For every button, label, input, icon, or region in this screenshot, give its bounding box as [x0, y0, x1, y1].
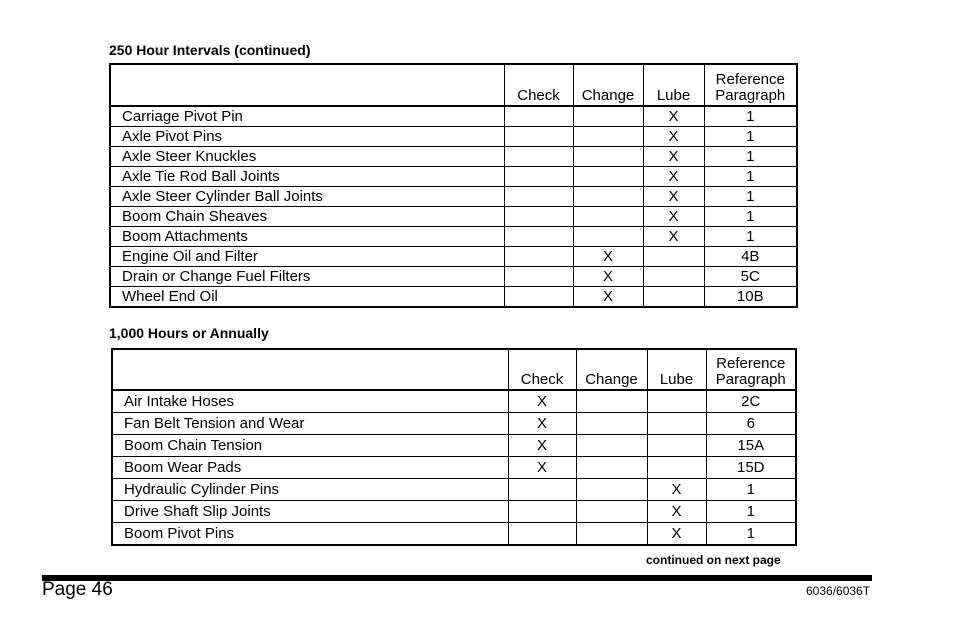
lube-cell [647, 457, 706, 479]
header-ref-line1: Reference [716, 355, 786, 372]
change-cell [573, 127, 643, 147]
item-name-cell: Air Intake Hoses [112, 390, 508, 413]
header-reference-paragraph [704, 64, 797, 106]
item-name-cell: Drain or Change Fuel Filters [110, 267, 504, 287]
reference-paragraph-cell: 1 [706, 523, 796, 546]
check-cell [504, 227, 573, 247]
table-row [112, 523, 796, 546]
check-cell [504, 267, 573, 287]
table-row [112, 479, 796, 501]
check-cell [504, 207, 573, 227]
maintenance-table-1000-hour [111, 348, 797, 546]
item-name-cell: Axle Tie Rod Ball Joints [110, 167, 504, 187]
table-row [112, 501, 796, 523]
change-cell: X [573, 247, 643, 267]
lube-cell: X [643, 207, 704, 227]
check-cell [508, 523, 576, 546]
model-number: 6036/6036T [806, 584, 871, 598]
header-reference-paragraph [706, 349, 796, 390]
reference-paragraph-cell: 6 [706, 413, 796, 435]
lube-cell: X [647, 479, 706, 501]
reference-paragraph-cell: 10B [704, 287, 797, 308]
reference-paragraph-cell: 2C [706, 390, 796, 413]
table-row [112, 413, 796, 435]
reference-paragraph-cell: 15D [706, 457, 796, 479]
table-row [112, 390, 796, 413]
table-row [110, 207, 797, 227]
continued-note: continued on next page [646, 553, 781, 567]
check-cell [504, 287, 573, 308]
item-name-cell: Boom Pivot Pins [112, 523, 508, 546]
header-check: Check [508, 349, 576, 390]
check-cell [504, 127, 573, 147]
header-change: Change [573, 64, 643, 106]
change-cell [573, 207, 643, 227]
table-row [110, 267, 797, 287]
table-row [112, 435, 796, 457]
item-name-cell: Boom Attachments [110, 227, 504, 247]
item-name-cell: Boom Wear Pads [112, 457, 508, 479]
change-cell [573, 106, 643, 127]
item-name-cell: Carriage Pivot Pin [110, 106, 504, 127]
reference-paragraph-cell: 15A [706, 435, 796, 457]
item-name-cell: Hydraulic Cylinder Pins [112, 479, 508, 501]
table-row [112, 457, 796, 479]
reference-paragraph-cell: 1 [704, 147, 797, 167]
table-row [110, 127, 797, 147]
table-row [110, 287, 797, 308]
change-cell [576, 479, 647, 501]
lube-cell: X [643, 127, 704, 147]
item-name-cell: Fan Belt Tension and Wear [112, 413, 508, 435]
reference-paragraph-cell: 4B [704, 247, 797, 267]
reference-paragraph-cell: 1 [704, 167, 797, 187]
lube-cell: X [643, 167, 704, 187]
lube-cell: X [643, 187, 704, 207]
change-cell [573, 167, 643, 187]
reference-paragraph-cell: 1 [704, 207, 797, 227]
table-row [110, 227, 797, 247]
item-name-cell: Axle Pivot Pins [110, 127, 504, 147]
lube-cell: X [643, 147, 704, 167]
change-cell [573, 187, 643, 207]
check-cell: X [508, 457, 576, 479]
check-cell [504, 106, 573, 127]
header-lube: Lube [643, 64, 704, 106]
header-check: Check [504, 64, 573, 106]
table-header-row [110, 64, 797, 106]
header-item [110, 64, 504, 106]
check-cell: X [508, 413, 576, 435]
reference-paragraph-cell: 1 [706, 479, 796, 501]
lube-cell [643, 247, 704, 267]
change-cell: X [573, 287, 643, 308]
item-name-cell: Engine Oil and Filter [110, 247, 504, 267]
lube-cell [647, 435, 706, 457]
check-cell [504, 167, 573, 187]
lube-cell: X [643, 106, 704, 127]
header-change: Change [576, 349, 647, 390]
section-title-250-hour: 250 Hour Intervals (continued) [109, 42, 311, 58]
table-row [110, 167, 797, 187]
change-cell [576, 501, 647, 523]
lube-cell: X [647, 523, 706, 546]
header-ref-line2: Paragraph [715, 371, 786, 388]
item-name-cell: Drive Shaft Slip Joints [112, 501, 508, 523]
check-cell [508, 479, 576, 501]
lube-cell [647, 413, 706, 435]
table-row [110, 247, 797, 267]
header-ref-line2: Paragraph [715, 87, 786, 104]
header-lube: Lube [647, 349, 706, 390]
lube-cell: X [647, 501, 706, 523]
footer-rule [42, 575, 872, 581]
reference-paragraph-cell: 5C [704, 267, 797, 287]
table-row [110, 147, 797, 167]
item-name-cell: Boom Chain Sheaves [110, 207, 504, 227]
reference-paragraph-cell: 1 [706, 501, 796, 523]
change-cell [576, 523, 647, 546]
section-title-1000-hour: 1,000 Hours or Annually [109, 325, 269, 341]
change-cell [576, 390, 647, 413]
item-name-cell: Axle Steer Cylinder Ball Joints [110, 187, 504, 207]
check-cell [504, 187, 573, 207]
change-cell [573, 227, 643, 247]
reference-paragraph-cell: 1 [704, 106, 797, 127]
maintenance-table-250-hour [109, 63, 798, 308]
check-cell [504, 247, 573, 267]
change-cell [573, 147, 643, 167]
lube-cell [643, 287, 704, 308]
reference-paragraph-cell: 1 [704, 187, 797, 207]
reference-paragraph-cell: 1 [704, 227, 797, 247]
lube-cell: X [643, 227, 704, 247]
reference-paragraph-cell: 1 [704, 127, 797, 147]
item-name-cell: Axle Steer Knuckles [110, 147, 504, 167]
lube-cell [647, 390, 706, 413]
header-item [112, 349, 508, 390]
page-number: Page 46 [42, 579, 113, 600]
check-cell [504, 147, 573, 167]
table-row [110, 106, 797, 127]
change-cell: X [573, 267, 643, 287]
change-cell [576, 457, 647, 479]
table-row [110, 187, 797, 207]
lube-cell [643, 267, 704, 287]
header-ref-line1: Reference [715, 71, 785, 88]
table-header-row [112, 349, 796, 390]
change-cell [576, 413, 647, 435]
check-cell [508, 501, 576, 523]
check-cell: X [508, 390, 576, 413]
item-name-cell: Wheel End Oil [110, 287, 504, 308]
item-name-cell: Boom Chain Tension [112, 435, 508, 457]
check-cell: X [508, 435, 576, 457]
change-cell [576, 435, 647, 457]
